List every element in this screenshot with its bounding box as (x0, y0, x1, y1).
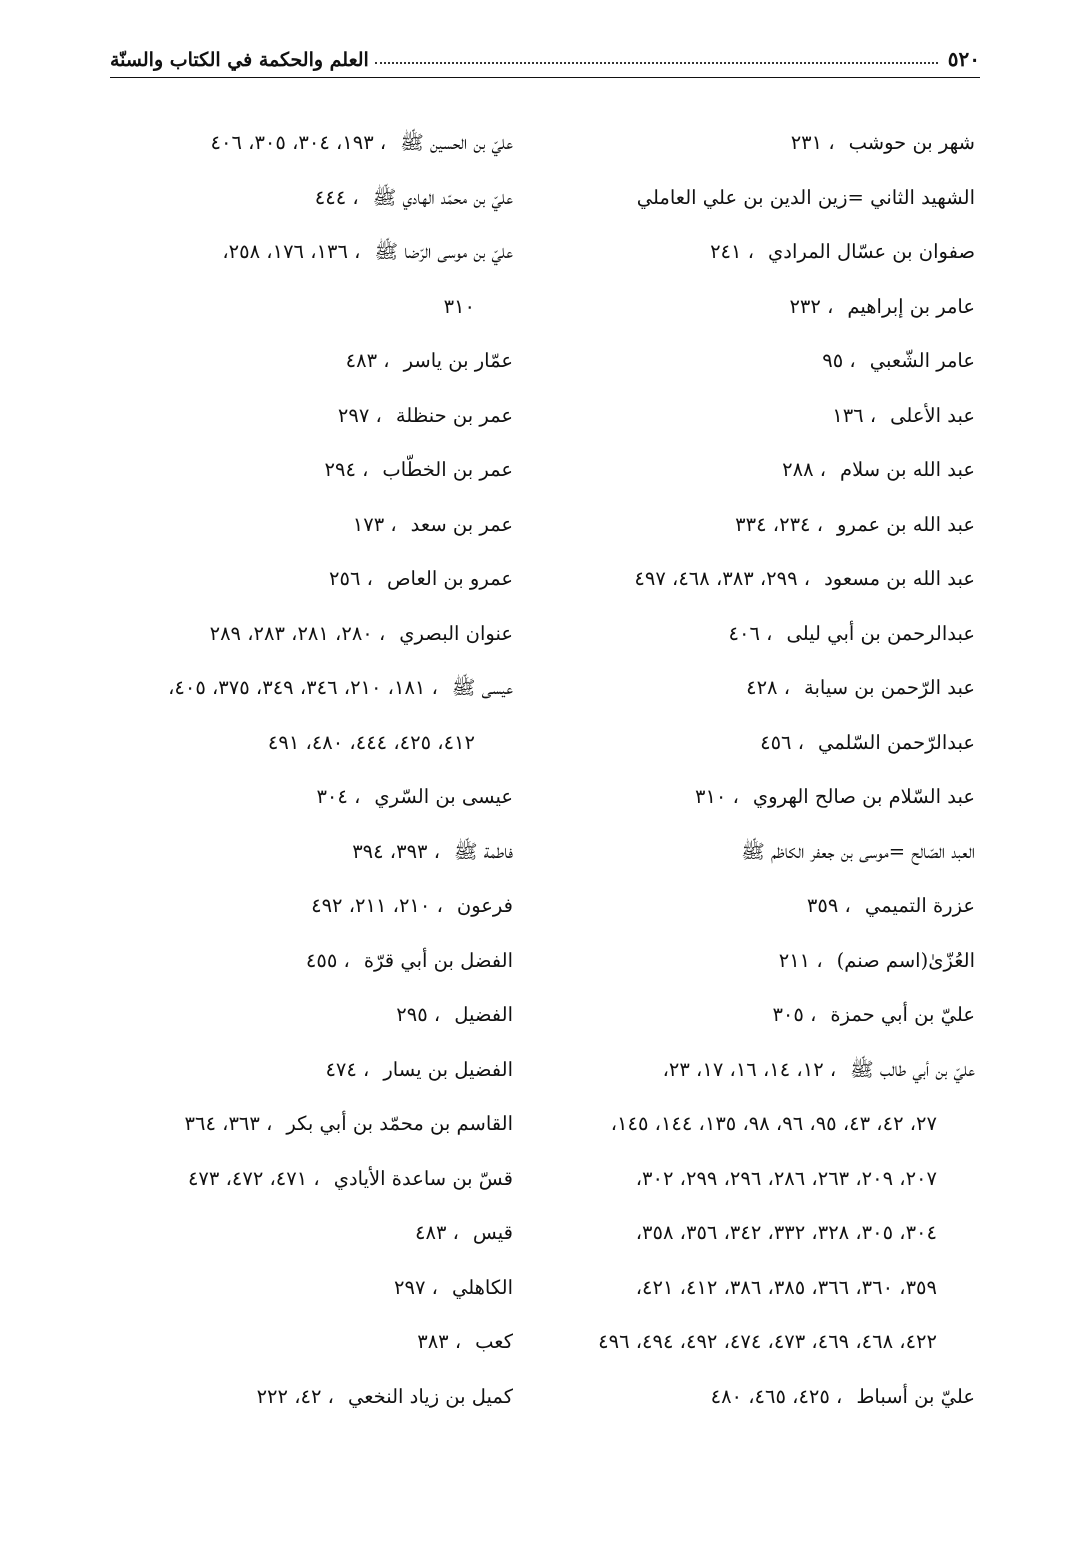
entry-name: الفضل بن أبي قرّة (363, 948, 513, 972)
index-entry (560, 389, 975, 444)
index-entry (95, 1152, 513, 1207)
entry-name: الكاهلي (451, 1275, 513, 1299)
entry-page-numbers: ، ٤٢٥، ٤٦٥، ٤٨٠ (710, 1384, 843, 1408)
index-entry (95, 934, 513, 989)
index-entry (95, 116, 513, 171)
entry-page-numbers: ، ٢١١ (778, 948, 823, 972)
index-entry-continuation: ٣١٠ (443, 294, 475, 318)
page-header (110, 38, 980, 78)
entry-page-numbers: ، ٤٢، ٢٢٢ (256, 1384, 334, 1408)
entry-name: عبد الله بن سلام (840, 458, 975, 481)
entry-page-numbers: ، ٤٨٣ (345, 349, 390, 372)
page-number: ٥٢٠ (947, 47, 980, 71)
entry-name: الشهيد الثاني =زين الدين بن علي العاملي (636, 185, 975, 209)
entry-page-numbers: ، ٣١٠ (694, 785, 739, 808)
entry-name: عبد الرّحمن بن سيابة (804, 676, 975, 699)
index-entry (560, 280, 975, 335)
entry-name: العبد الصّالح =موسى بن جعفر الكاظم ﷺ (741, 839, 975, 863)
entry-name: عليّ بن أسباط (856, 1384, 975, 1408)
entry-name: عمر بن الخطّاب (382, 458, 513, 481)
index-entry (560, 934, 975, 989)
entry-page-numbers: ، ٢٤١ (710, 240, 754, 263)
index-entry (95, 1097, 513, 1152)
entry-page-numbers: ، ٢١٠، ٢١١، ٤٩٢ (311, 894, 443, 917)
entry-name: عبد الله بن مسعود (824, 567, 975, 590)
index-entry (560, 988, 975, 1043)
entry-page-numbers: ، ٩٥ (822, 349, 856, 372)
entry-name: عامر الشّعبي (869, 349, 975, 372)
index-entry (95, 334, 513, 389)
entry-name: عليّ بن محمّد الهادي ﷺ (372, 185, 513, 209)
entry-name: عزرة التميمي (864, 894, 975, 917)
entry-page-numbers: ، ٣٦٣، ٣٦٤ (184, 1112, 273, 1135)
index-entry-continuation: ٤١٢، ٤٢٥، ٤٤٤، ٤٨٠، ٤٩١ (267, 730, 475, 754)
index-entry (560, 498, 975, 553)
running-title: العلم والحكمة في الكتاب والسنّة (110, 49, 369, 71)
index-entry (560, 770, 975, 825)
entry-name: كميل بن زياد النخعي (347, 1384, 513, 1408)
index-entry (95, 171, 513, 226)
entry-name: عبدالرّحمن السّلمي (818, 730, 975, 754)
entry-page-numbers: ، ٢٩٤ (324, 458, 369, 481)
entry-page-numbers: ، ٤٠٦ (728, 621, 773, 645)
entry-name: عمر بن سعد (410, 512, 513, 536)
entry-page-numbers: ، ٢٥٦ (329, 567, 373, 590)
index-entry (560, 661, 975, 716)
index-entry (95, 607, 513, 662)
entry-name: صفوان بن عسّال المرادي (768, 240, 975, 263)
entry-name: العُزّىٰ(اسم صنم) (836, 948, 975, 972)
index-entry (95, 1261, 513, 1316)
index-entry (95, 988, 513, 1043)
index-entry (560, 716, 975, 771)
index-entry (95, 1206, 513, 1261)
entry-name: عبد الأعلى (890, 403, 975, 427)
entry-page-numbers: ، ٢٣١ (790, 131, 835, 154)
index-entry (560, 879, 975, 934)
entry-page-numbers: ، ٣٠٥ (772, 1003, 817, 1026)
entry-name: عمرو بن العاص (386, 567, 513, 590)
entry-page-numbers: ، ٢٨٠، ٢٨١، ٢٨٣، ٢٨٩ (209, 621, 386, 645)
entry-name: عليّ بن أبي طالب ﷺ (850, 1057, 975, 1081)
entry-name: عيسى ﷺ (451, 676, 513, 699)
index-entry (95, 225, 513, 280)
index-entry (95, 389, 513, 444)
entry-page-numbers: ، ٢٩٩، ٣٨٣، ٤٦٨، ٤٩٧ (634, 567, 811, 590)
entry-page-numbers: ، ٢٣٤، ٣٣٤ (735, 512, 824, 536)
entry-page-numbers: ، ٤٧٤ (325, 1057, 370, 1081)
index-entry (560, 825, 975, 880)
entry-page-numbers: ، ٤٤٤ (314, 185, 359, 209)
index-entry (560, 607, 975, 662)
index-entry (95, 443, 513, 498)
entry-name: عامر بن إبراهيم (847, 294, 975, 318)
index-entry (560, 116, 975, 171)
entry-page-numbers: ، ٢٨٨ (782, 458, 827, 481)
index-entry (95, 498, 513, 553)
entry-name: عليّ بن موسى الرّضا ﷺ (374, 240, 513, 263)
entry-page-numbers: ، ١٧٣ (352, 512, 397, 536)
index-entry (95, 879, 513, 934)
entry-page-numbers: ، ١٢، ١٤، ١٦، ١٧، ٢٣، (662, 1057, 837, 1081)
index-entry (560, 443, 975, 498)
entry-name: قسّ بن ساعدة الأيادي (333, 1166, 513, 1190)
index-entry-continuation: ٣٠٤، ٣٠٥، ٣٢٨، ٣٣٢، ٣٤٢، ٣٥٦، ٣٥٨، (635, 1221, 937, 1244)
entry-name: الفضيل (454, 1003, 513, 1026)
entry-page-numbers: ، ٣٨٣ (417, 1330, 462, 1353)
entry-page-numbers: ، ٣٠٤ (316, 785, 361, 808)
index-entry (95, 825, 513, 880)
entry-name: عيسى بن السّري (374, 785, 513, 808)
entry-page-numbers: ، ١٣٦ (832, 403, 877, 427)
entry-page-numbers: ، ٤٨٣ (415, 1221, 459, 1244)
index-entry (560, 1370, 975, 1425)
entry-name: عبد السّلام بن صالح الهروي (752, 785, 975, 808)
entry-page-numbers: ، ١٣٦، ١٧٦، ٢٥٨، (222, 240, 361, 263)
header-leader-dots (375, 61, 938, 64)
index-entry (95, 1043, 513, 1098)
entry-page-numbers: ، ٤٥٥ (305, 948, 350, 972)
index-entry (95, 661, 513, 716)
index-entry-continuation: ٣٥٩، ٣٦٠، ٣٦٦، ٣٨٥، ٣٨٦، ٤١٢، ٤٢١، (635, 1275, 937, 1299)
entry-name: شهر بن حوشب (848, 131, 975, 154)
entry-page-numbers: ، ٢٩٧ (337, 403, 382, 427)
index-entry-continuation: ٤٢٢، ٤٦٨، ٤٦٩، ٤٧٣، ٤٧٤، ٤٩٢، ٤٩٤، ٤٩٦ (598, 1330, 937, 1353)
index-column-right (560, 116, 975, 1424)
index-entry (95, 770, 513, 825)
entry-name: عمر بن حنظلة (395, 403, 513, 427)
entry-name: عمّار بن ياسر (403, 349, 513, 372)
entry-page-numbers: ، ٢٣٢ (789, 294, 834, 318)
entry-name: عليّ بن الحسين ﷺ (400, 131, 513, 154)
index-entry (95, 1315, 513, 1370)
entry-name: كعب (475, 1330, 513, 1353)
entry-page-numbers: ، ١٩٣، ٣٠٤، ٣٠٥، ٤٠٦ (210, 131, 387, 154)
entry-page-numbers: ، ٤٧١، ٤٧٢، ٤٧٣ (187, 1166, 320, 1190)
entry-name: الفضيل بن يسار (383, 1057, 513, 1081)
entry-name: عبد الله بن عمرو (837, 512, 975, 536)
index-entry (560, 552, 975, 607)
index-column-left (95, 116, 513, 1424)
entry-page-numbers: ، ٤٢٨ (746, 676, 791, 699)
entry-page-numbers: ، ٢٩٧ (394, 1275, 438, 1299)
entry-name: فرعون (456, 894, 513, 917)
index-entry (560, 334, 975, 389)
entry-page-numbers: ، ٣٩٣، ٣٩٤ (352, 839, 441, 863)
entry-name: عنوان البصري (399, 621, 513, 645)
entry-name: فاطمة ﷺ (454, 839, 513, 863)
entry-page-numbers: ، ١٨١، ٢١٠، ٣٤٦، ٣٤٩، ٣٧٥، ٤٠٥، (168, 676, 438, 699)
index-entry (560, 171, 975, 226)
index-entry (560, 225, 975, 280)
index-entry (95, 1370, 513, 1425)
index-entry-continuation: ٢٠٧، ٢٠٩، ٢٦٣، ٢٨٦، ٢٩٦، ٢٩٩، ٣٠٢، (635, 1166, 937, 1190)
entry-page-numbers: ، ٤٥٦ (760, 730, 805, 754)
index-entry (560, 1043, 975, 1098)
entry-name: قيس (472, 1221, 513, 1244)
entry-name: عليّ بن أبي حمزة (830, 1003, 975, 1026)
entry-name: القاسم بن محمّد بن أبي بكر (286, 1112, 513, 1135)
entry-page-numbers: ، ٣٥٩ (806, 894, 851, 917)
index-entry-continuation: ٢٧، ٤٢، ٤٣، ٩٥، ٩٦، ٩٨، ١٣٥، ١٤٤، ١٤٥، (610, 1112, 937, 1135)
entry-name: عبدالرحمن بن أبي ليلى (786, 621, 975, 645)
index-entry (95, 552, 513, 607)
entry-page-numbers: ، ٢٩٥ (396, 1003, 441, 1026)
